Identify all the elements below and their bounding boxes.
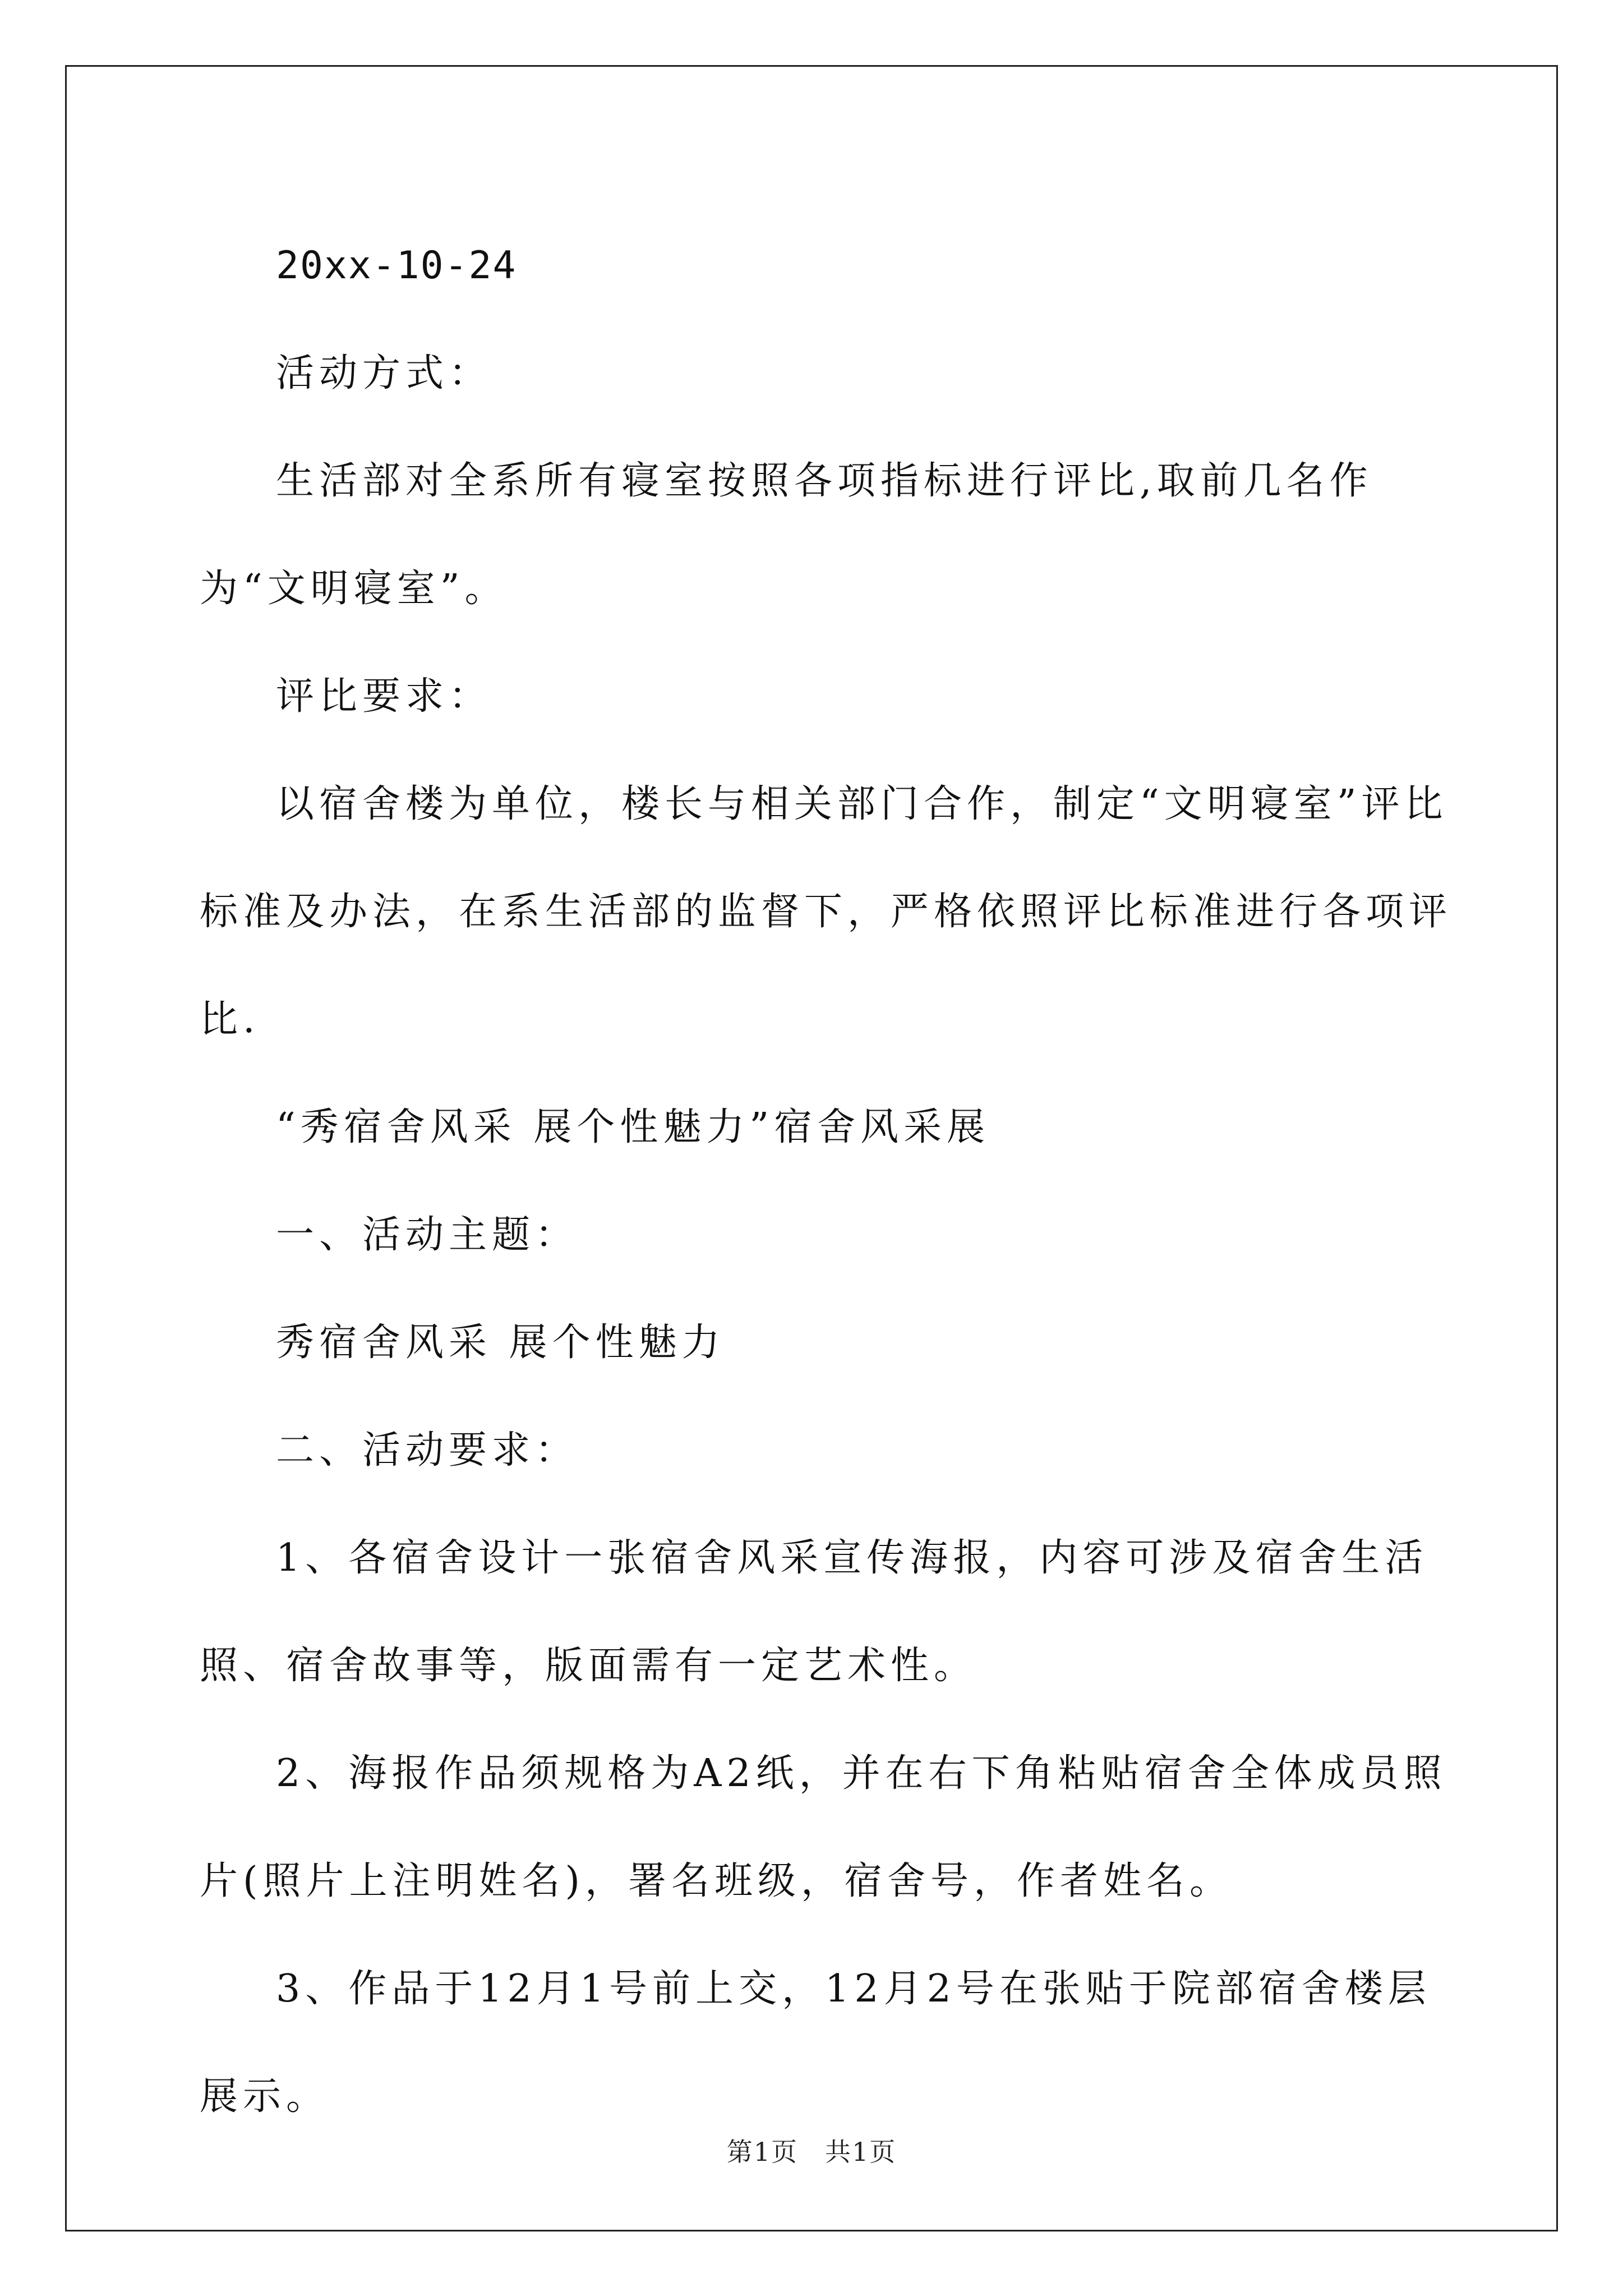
section-heading-theme: 一、活动主题： — [276, 1213, 579, 1257]
exhibition-title: “秀宿舍风采 展个性魅力”宿舍风采展 — [276, 1105, 990, 1149]
paragraph-theme: 秀宿舍风采 展个性魅力 — [276, 1320, 725, 1365]
page-footer — [0, 2132, 1623, 2169]
list-item-3: 3、作品于12月1号前上交，12月2号在张贴于院部宿舍楼层展示。 — [200, 1967, 1431, 2119]
section-heading-requirements: 评比要求： — [276, 674, 492, 719]
date-line: 20xx-10-24 — [276, 243, 517, 288]
paragraph-method: 生活部对全系所有寝室按照各项指标进行评比,取前几名作为“文明寝室”。 — [200, 459, 1373, 611]
list-item-2: 2、海报作品须规格为A2纸，并在右下角粘贴宿舍全体成员照片(照片上注明姓名)，署名班级，宿舍号，作者姓名。 — [200, 1751, 1447, 1903]
list-item-1: 1、各宿舍设计一张宿舍风采宣传海报，内容可涉及宿舍生活照、宿舍故事等，版面需有一定艺术性。 — [200, 1536, 1428, 1688]
section-heading-method: 活动方式： — [276, 351, 492, 395]
section-heading-activity-requirements: 二、活动要求： — [276, 1428, 579, 1473]
page-number-total: 共1页 — [825, 2137, 897, 2167]
document-body — [200, 212, 1454, 2151]
paragraph-requirements: 以宿舍楼为单位，楼长与相关部门合作，制定“文明寝室”评比标准及办法，在系生活部的监督下，严格依照评比标准进行各项评比. — [200, 782, 1453, 1042]
page-number-current: 第1页 — [726, 2137, 798, 2167]
